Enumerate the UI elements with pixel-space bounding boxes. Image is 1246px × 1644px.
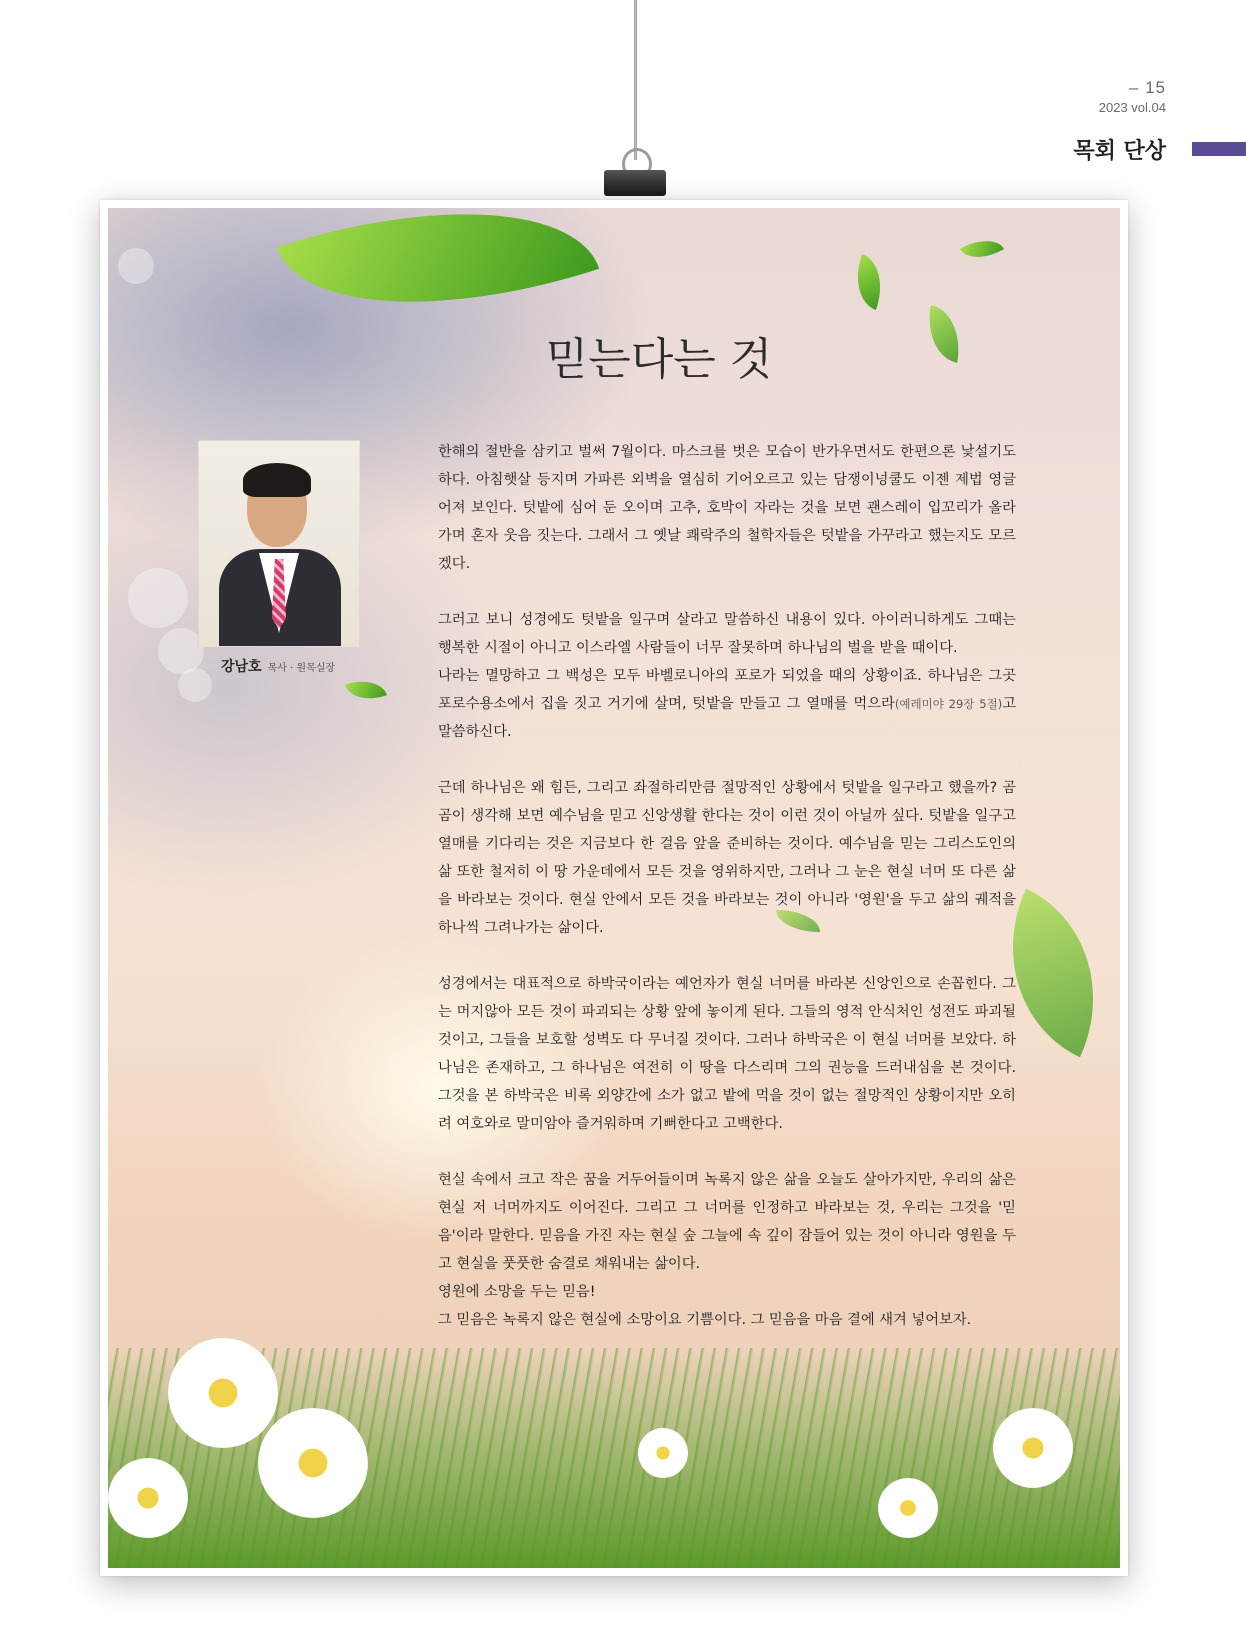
paragraph-text: 그러고 보니 성경에도 텃밭을 일구며 살라고 말씀하신 내용이 있다. 아이러니하게도 그때는 행복한 시절이 아니고 이스라엘 사람들이 너무 잘못하며 하나님의 벌을 받을 때이다. (438, 612, 1016, 656)
daisy-icon (993, 1408, 1073, 1488)
photo-hair (243, 463, 311, 497)
daisy-icon (878, 1478, 938, 1538)
bokeh-light (118, 248, 154, 284)
hanger-wire (634, 0, 637, 160)
paragraph-text: 고 말씀하신다. (438, 696, 1016, 740)
bokeh-light (178, 668, 212, 702)
author-caption (221, 656, 335, 676)
page-number-text: – 15 (1128, 78, 1166, 97)
leaf-icon (960, 230, 1004, 268)
article-body (438, 438, 1016, 1334)
paragraph: 한해의 절반을 삼키고 벌써 7월이다. 마스크를 벗은 모습이 반가우면서도 한편으론 낯설기도 하다. 아침햇살 등지며 가파른 외벽을 열심히 기어오르고 있는 담쟁이넝쿨도 이젠 제법 영글어져 보인다. 텃밭에 심어 둔 오이며 고추, 호박이 자라는 것을 보면 괜스레이 입꼬리가 올라가며 혼자 웃음 짓는다. 그래서 그 옛날 쾌락주의 철학자들은 텃밭을 가꾸라고 했는지도 모르겠다. (438, 444, 1016, 572)
daisy-icon (638, 1428, 688, 1478)
paragraph: 근데 하나님은 왜 힘든, 그리고 좌절하리만큼 절망적인 상황에서 텃밭을 일구라고 했을까? 곰곰이 생각해 보면 예수님을 믿고 신앙생활 한다는 것이 이런 것이 아닐까 싶다. 텃밭을 일구고 열매를 기다리는 것은 지금보다 한 걸음 앞을 준비하는 것이다. 예수님을 믿는 그리스도인의 삶 또한 철저히 이 땅 가운데에서 모든 것을 영위하지만, 그러나 그 눈은 현실 너머 또 다른 삶을 바라보는 것이다. 현실 안에서 모든 것을 바라보는 것이 아니라 '영원'을 두고 삶의 궤적을 하나씩 그려나가는 삶이다. (438, 780, 1016, 936)
daisy-icon (108, 1458, 188, 1538)
page-number (1099, 78, 1166, 115)
paragraph (438, 606, 1016, 746)
leaf-icon (345, 673, 387, 708)
author-photo (198, 440, 360, 647)
volume-label: 2023 vol.04 (1098, 100, 1166, 115)
leaf-icon (846, 254, 892, 310)
daisy-icon (168, 1338, 278, 1448)
author-name: 강남호 (221, 659, 262, 675)
closing-line: 영원에 소망을 두는 믿음! (438, 1284, 596, 1300)
author-role: 목사 · 원목실장 (267, 663, 336, 674)
paragraph (438, 1166, 1016, 1334)
scripture-reference: (예레미야 29장 5절) (894, 697, 1003, 711)
section-accent-bar (1192, 142, 1246, 156)
paragraph-text: 나라는 멸망하고 그 백성은 모두 바벨로니아의 포로가 되었을 때의 상황이죠. 하나님은 그곳 포로수용소에서 집을 짓고 거기에 살며, 텃밭을 만들고 그 열매를 먹으라 (438, 668, 1016, 712)
paragraph: 성경에서는 대표적으로 하박국이라는 예언자가 현실 너머를 바라본 신앙인으로 손꼽힌다. 그는 머지않아 모든 것이 파괴되는 상황 앞에 놓이게 된다. 그들의 영적 안식처인 성전도 파괴될 것이고, 그들을 보호할 성벽도 다 무너질 것이다. 그러나 하박국은 이 현실 너머를 보았다. 하나님은 존재하고, 그 하나님은 여전히 이 땅을 다스리며 그의 권능을 드러내심을 본 것이다. 그것을 본 하박국은 비록 외양간에 소가 없고 밭에 먹을 것이 없는 절망적인 상황이지만 오히려 여호와로 말미암아 즐거워하며 기뻐한다고 고백한다. (438, 976, 1016, 1132)
closing-line: 그 믿음은 녹록지 않은 현실에 소망이요 기쁨이다. 그 믿음을 마음 결에 새겨 넣어보자. (438, 1312, 972, 1328)
article-title: 믿는다는 것 (545, 334, 773, 385)
binder-clip-icon (604, 170, 666, 196)
section-title: 목회 단상 (1073, 139, 1166, 164)
bokeh-light (128, 568, 188, 628)
paragraph-text: 현실 속에서 크고 작은 꿈을 거두어들이며 녹록지 않은 삶을 오늘도 살아가지만, 우리의 삶은 현실 저 너머까지도 이어진다. 그리고 그 너머를 인정하고 바라보는 것, 우리는 그것을 '믿음'이라 말한다. 믿음을 가진 자는 현실 숲 그늘에 속 깊이 잠들어 있는 것이 아니라 영원을 두고 현실을 풋풋한 숨결로 채워내는 삶이다. (438, 1172, 1016, 1272)
poster-background (108, 208, 1120, 1568)
daisy-icon (258, 1408, 368, 1518)
poster-frame (100, 200, 1128, 1576)
